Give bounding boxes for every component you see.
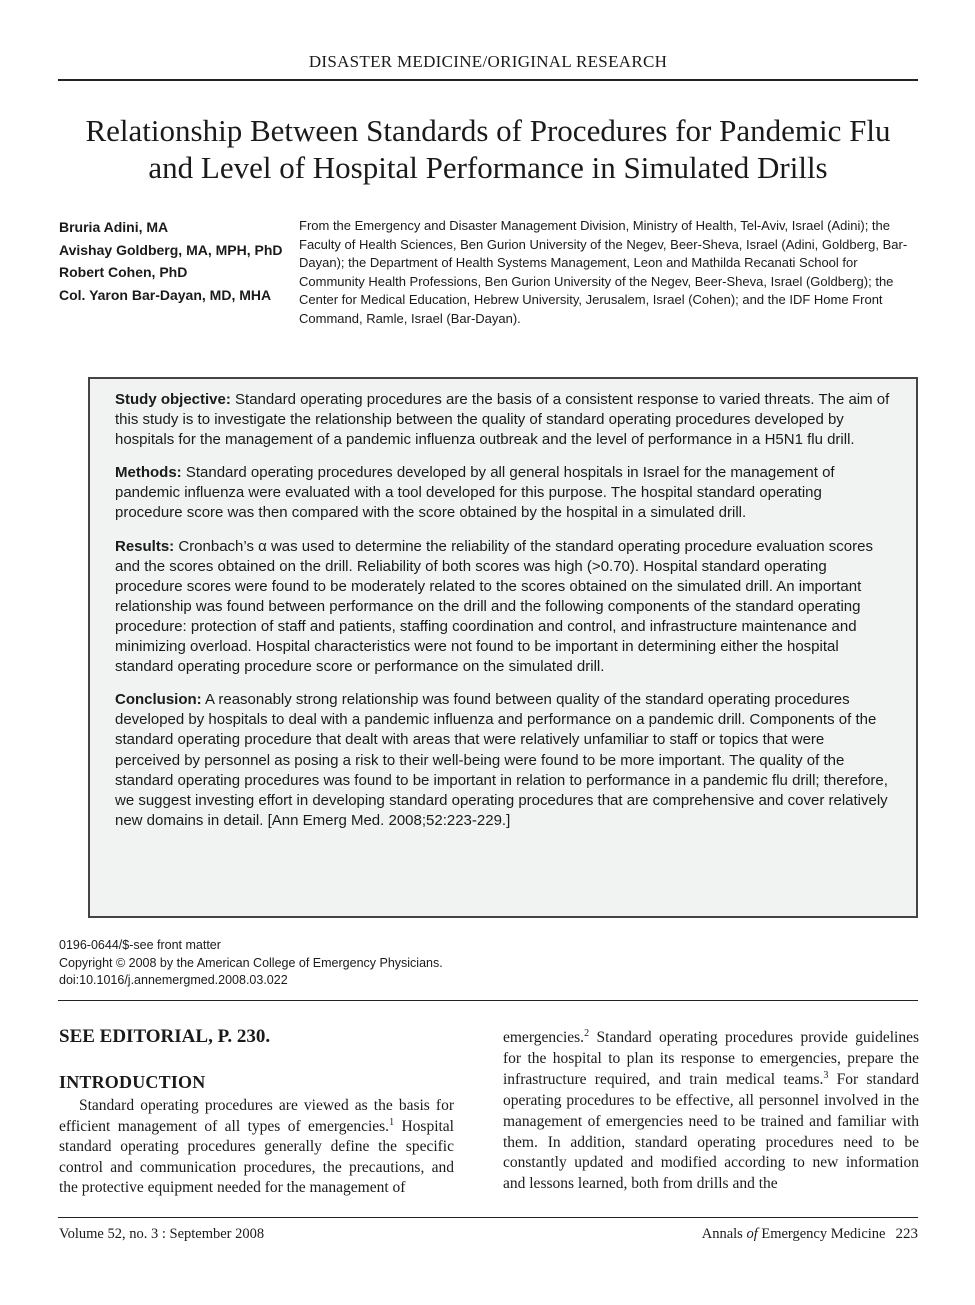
body-column-right [503, 1028, 919, 1195]
conclusion-label: Conclusion: [115, 691, 202, 709]
reference-link[interactable]: 2 [584, 1027, 590, 1039]
front-matter-rule [58, 1000, 918, 1001]
body-text: emergencies. [503, 1029, 585, 1046]
body-paragraph [503, 1028, 919, 1195]
reference-link[interactable]: 1 [389, 1116, 395, 1128]
see-editorial-link[interactable]: SEE EDITORIAL, P. 230. [59, 1026, 271, 1047]
volume-info: Volume 52, no. 3 : September 2008 [59, 1226, 265, 1242]
header-rule [58, 79, 918, 81]
results-text: Cronbach’s α was used to determine the reliability of the standard operating procedure evaluation scores and the scores obtained on the drill. Reliability of both scores was high (>0.70). Hospital standard operating procedure scores were found to be moderately related to the scores obtained on the simulated drill. An important relationship was found between performance on the drill and the following components of the standard operating procedure: protection of staff and patients, staffing coordination and control, and infrastructure maintenance and minimizing overload. Hospital characteristics were not found to be important in determining either the hospital standard operating procedure score or performance on the simulated drill. [115, 537, 873, 676]
conclusion-text: A reasonably strong relationship was found between quality of the standard operating procedures developed by hospitals to deal with a pandemic influenza and performance on a pandemic drill. Components of the standard operating procedure that dealt with areas that were relatively unfamiliar to staff or topics that were perceived by personnel as posing a risk to their well-being were found to be more important. The quality of the standard operating procedures was found to be important in relation to performance in a pandemic flu drill; therefore, we suggest investing effort in developing standard operating procedures that are comprehensive and cover relatively new domains in detail. [Ann Emerg Med. 2008;52:223-229.] [115, 691, 888, 829]
page-number: 223 [895, 1226, 918, 1242]
section-header: DISASTER MEDICINE/ORIGINAL RESEARCH [308, 52, 668, 71]
abstract-methods [115, 463, 892, 523]
introduction-heading: INTRODUCTION [59, 1072, 206, 1092]
copyright-line: Copyright © 2008 by the American College of Emergency Physicians. [59, 955, 443, 970]
methods-text: Standard operating procedures developed by all general hospitals in Israel for the management of pandemic influenza were evaluated with a tool developed for this purpose. The hospital standard operating procedure score was then compared with the score obtained by the hospital in a simulated drill. [115, 464, 835, 522]
article-title [58, 112, 918, 186]
objective-text: Standard operating procedures are the basis of a consistent response to varied threats. The aim of this study is to investigate the relationship between the quality of standard operating procedures developed by hospitals for the management of a pandemic influenza outbreak and the level of performance in a H5N1 flu drill. [115, 391, 890, 449]
abstract-objective [115, 390, 892, 450]
journal-name-post: Emergency Medicine [757, 1226, 886, 1242]
front-matter [59, 937, 443, 990]
body-text: Standard operating procedures provide guidelines for the hospital to plan its response to emergencies, prepare the infrastructure required, and train medical teams. [503, 1029, 919, 1088]
author: Avishay Goldberg, MA, MPH, PhD [59, 241, 283, 258]
body-text: Standard operating procedures are viewed as the basis for efficient management of all types of emergencies. [59, 1097, 454, 1135]
doi-link[interactable]: doi:10.1016/j.annemergmed.2008.03.022 [59, 973, 288, 987]
objective-label: Study objective: [115, 391, 231, 408]
journal-footer [600, 1226, 918, 1243]
reference-link[interactable]: 3 [823, 1069, 829, 1081]
author: Bruria Adini, MA [59, 219, 169, 235]
body-paragraph [59, 1096, 454, 1199]
footer-rule [58, 1217, 918, 1218]
title-line-2: and Level of Hospital Performance in Simulated Drills [148, 150, 828, 185]
results-label: Results: [115, 537, 175, 555]
journal-name-pre: Annals [701, 1226, 747, 1242]
body-text: Hospital standard operating procedures generally define the specific control and communication procedures, the precautions, and the protective equipment needed for the management of [59, 1117, 454, 1196]
methods-label: Methods: [115, 464, 182, 482]
issn-line: 0196-0644/$-see front matter [59, 938, 221, 952]
body-text: For standard operating procedures to be effective, all personnel involved in the management of emergencies need to be trained and familiar with them. In addition, standard operating procedures need to be constantly updated and modified according to new information and lessons learned, both from drills and the [503, 1070, 919, 1193]
author: Col. Yaron Bar-Dayan, MD, MHA [59, 286, 272, 303]
body-column-left [59, 1096, 454, 1199]
abstract-box [88, 377, 918, 918]
journal-name-of: of [746, 1226, 758, 1242]
abstract-conclusion [115, 690, 892, 831]
title-line-1: Relationship Between Standards of Procedures for Pandemic Flu [85, 113, 891, 148]
affiliations: From the Emergency and Disaster Management Division, Ministry of Health, Tel-Aviv, Israel (Adini); the Faculty of Health Sciences, Ben Gurion University of the Negev, Beer-Sheva, Israel (Adini, Goldberg, Bar-Dayan); the Department of Health Systems Management, Leon and Mathilda Recanati School for Community Health Professions, Ben Gurion University of the Negev, Beer-Sheva, Israel (Goldberg); the Center for Medical Education, Hebrew University, Jerusalem, Israel (Cohen); and the IDF Home Front Command, Ramle, Israel (Bar-Dayan). [299, 218, 908, 326]
abstract-results [115, 537, 892, 678]
author: Robert Cohen, PhD [59, 264, 188, 280]
author-list [59, 216, 284, 306]
